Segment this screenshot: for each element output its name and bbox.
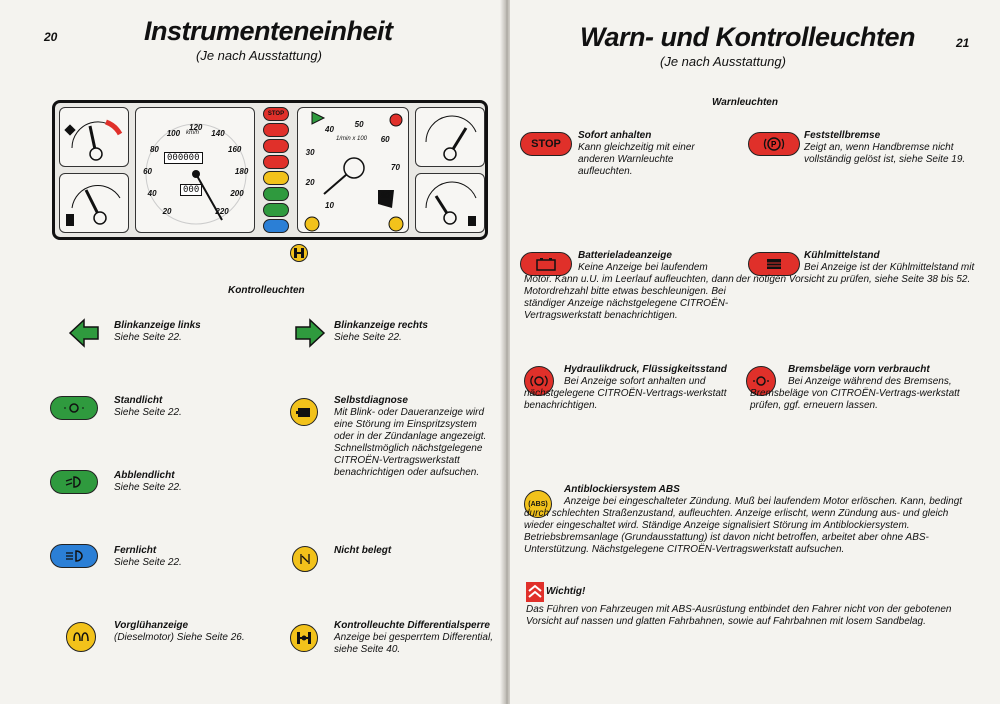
wl-highbeam — [263, 219, 289, 233]
item-text: (Dieselmotor) Siehe Seite 26. — [114, 632, 245, 643]
dial-tick-label: 220 — [215, 206, 229, 216]
wl-sidelight — [263, 187, 289, 201]
item-nicht-belegt — [334, 545, 484, 557]
section-warnleuchten: Warnleuchten — [712, 97, 778, 108]
odometer: 000000 — [164, 152, 203, 164]
item-text: Bei Anzeige während des Bremsens, Bremsbeläge von CITROËN-Vertrags-werkstatt prüfen, ggf. erneuern lassen. — [750, 376, 960, 411]
wl-lowbeam — [263, 203, 289, 217]
dial-tick-label: 50 — [354, 119, 364, 129]
wl-coolant — [263, 155, 289, 169]
item-text: Zeigt an, wenn Handbremse nicht vollständig gelöst ist, siehe Seite 19. — [804, 142, 966, 165]
item-kuehlmittelstand — [736, 250, 986, 286]
item-head: Bremsbeläge vorn verbraucht — [788, 364, 930, 375]
diff-lock-symbol — [296, 631, 312, 645]
wl-stop: STOP — [263, 107, 289, 121]
dial-tick-label: 80 — [380, 191, 390, 201]
item-head: Hydraulikdruck, Flüssigkeitsstand — [564, 364, 727, 375]
highbeam-symbol — [64, 549, 84, 563]
oil-temp-gauge — [415, 107, 485, 167]
dial-tick-label: 70 — [391, 163, 400, 172]
tachometer — [297, 107, 409, 233]
lowbeam-icon — [50, 470, 98, 494]
wl-battery — [263, 139, 289, 153]
differential-lock-indicator — [290, 244, 308, 262]
preheat-icon — [66, 622, 96, 652]
fuel-gauge — [59, 107, 129, 167]
page-subtitle-left: (Je nach Ausstattung) — [196, 48, 322, 63]
item-head: Batterieladeanzeige — [578, 250, 672, 261]
trip-meter: 000 — [180, 184, 202, 196]
item-text: Bei Anzeige sofort anhalten und nächstgelegene CITROËN-Vertrags-werkstatt benachrichtigen. — [524, 376, 727, 411]
item-text: Siehe Seite 22. — [114, 332, 182, 343]
item-differentialsperre — [334, 620, 499, 656]
dial-tick-label: 30 — [305, 147, 315, 157]
item-blink-right — [334, 320, 484, 344]
dial-tick-label: 80 — [149, 144, 159, 154]
item-text: Anzeige bei gesperrtem Differential, siehe Seite 40. — [334, 632, 493, 655]
speedometer — [135, 107, 255, 233]
item-hydraulikdruck — [524, 364, 744, 412]
rpm-unit: 1/min x 100 — [336, 136, 368, 142]
section-kontrolleuchten: Kontrolleuchten — [228, 285, 305, 296]
item-head: Selbstdiagnose — [334, 395, 408, 406]
page-number-left: 20 — [44, 30, 58, 44]
dial-tick-label: 60 — [143, 166, 152, 176]
item-text: Siehe Seite 22. — [334, 332, 402, 343]
oil-temp-gauge-dial — [416, 108, 486, 168]
engine-symbol — [296, 405, 312, 419]
instrument-panel — [52, 100, 488, 240]
diff-lock-icon — [290, 624, 318, 652]
item-abblendlicht — [114, 470, 264, 494]
item-text: Siehe Seite 22. — [114, 557, 182, 568]
item-head: Fernlicht — [114, 545, 157, 556]
item-fernlicht — [114, 545, 264, 569]
item-head: Blinkanzeige rechts — [334, 320, 428, 331]
note-text: Das Führen von Fahrzeugen mit ABS-Ausrüstung entbindet den Fahrer nicht von der gebotenen Vorsicht auf nassen und glatten Fahrbahnen, sowie auf Fahrbahnen mit losem Sandbelag. — [526, 604, 952, 627]
dial-tick-label: 160 — [228, 144, 242, 154]
dial-tick-label: 10 — [325, 201, 334, 211]
item-text: Anzeige bei eingeschalteter Zündung. Muß bei laufendem Motor erlöschen. Kann, bedingt durch schlechten Straßenzustand, aufleuchten. Anzeige erlischt, wenn Zündung aus- und gleich wieder eingeschaltet wird. Ständige Anzeige signalisiert Störung im Antiblockiersystem. Betriebsbremsanlage (Grundausstattung) ist davon nicht betroffen, arbeitet aber ohne ABS-Unterstützung. Nächstgelegene CITROËN-Vertragswerkstatt aufsuchen. — [524, 496, 963, 555]
item-head: Abblendlicht — [114, 470, 175, 481]
right-page — [510, 0, 1000, 704]
sidelight-symbol — [64, 401, 84, 415]
oil-pressure-gauge — [415, 173, 485, 233]
differential-icon — [293, 247, 305, 259]
parking-brake-icon — [748, 132, 800, 156]
page-title-left: Instrumenteneinheit — [144, 16, 393, 46]
item-text: Kann gleichzeitig mit einer anderen Warnleuchte aufleuchten. — [578, 142, 695, 177]
item-head: Nicht belegt — [334, 545, 392, 556]
item-batterieladeanzeige — [524, 250, 734, 322]
dial-tick-label: 40 — [325, 124, 334, 134]
unused-light-icon — [292, 546, 318, 572]
warning-light-column — [261, 107, 291, 233]
item-text: Keine Anzeige bei laufendem Motor. Kann u.U. im Leerlauf aufleuchten, dann Motordrehzahl bitte etwas beschleunigen. Bei ständiger Anzeige nächstgelegene CITROËN-Vertragswerkstatt benachrichtigen. — [524, 262, 734, 321]
page-number-right: 21 — [956, 36, 970, 50]
page-title-right: Warn- und Kontrolleuchten — [580, 22, 915, 52]
item-head: Kühlmittelstand — [804, 250, 880, 261]
highbeam-icon — [50, 544, 98, 568]
citroen-warning-icon — [526, 582, 544, 602]
unused-symbol — [299, 553, 311, 565]
item-text: Bei Anzeige ist der Kühlmittelstand mit der nötigen Vorsicht zu prüfen, siehe Seite 38 bis 52. — [736, 262, 975, 285]
item-feststellbremse — [804, 130, 984, 166]
sidelight-icon — [50, 396, 98, 420]
dial-tick-label: 200 — [230, 189, 244, 199]
item-bremsbelaege — [750, 364, 980, 412]
engine-diagnosis-icon — [290, 398, 318, 426]
fuel-gauge-dial — [60, 108, 130, 168]
item-head: Blinkanzeige links — [114, 320, 201, 331]
item-head: Standlicht — [114, 395, 163, 406]
dial-tick-label: 180 — [234, 166, 249, 176]
dial-tick-label: 120 — [189, 123, 203, 132]
dial-tick-label: 20 — [162, 206, 172, 216]
arrow-left-green-icon — [68, 318, 100, 348]
temp-gauge — [59, 173, 129, 233]
item-text: Siehe Seite 22. — [114, 482, 182, 493]
item-vorgluehanzeige — [114, 620, 264, 644]
dial-tick-label: 40 — [147, 189, 157, 199]
dial-tick-label: 60 — [380, 134, 390, 144]
wl-preheat — [263, 171, 289, 185]
oil-pressure-gauge-dial — [416, 174, 486, 234]
item-blink-left — [114, 320, 264, 344]
item-sofort-anhalten — [578, 130, 718, 178]
temp-gauge-dial — [60, 174, 130, 234]
dial-tick-label: 100 — [166, 128, 181, 138]
stop-icon: STOP — [520, 132, 572, 156]
item-head: Vorglühanzeige — [114, 620, 189, 631]
item-head: Sofort anhalten — [578, 130, 652, 141]
dial-tick-label: 140 — [211, 128, 225, 138]
abs-icon: (ABS) — [524, 490, 552, 518]
item-sidelight — [114, 395, 264, 419]
item-head: Kontrolleuchte Differentialsperre — [334, 620, 490, 631]
arrow-right-green-icon — [294, 318, 326, 348]
item-head: Antiblockiersystem ABS — [564, 484, 680, 495]
wl-handbrake — [263, 123, 289, 137]
speed-unit: km/h — [186, 130, 200, 136]
lowbeam-symbol — [64, 475, 84, 489]
page-subtitle-right: (Je nach Ausstattung) — [660, 54, 786, 69]
glowplug-symbol — [72, 631, 90, 643]
item-text: Mit Blink- oder Daueranzeige wird eine Störung im Einspritzsystem oder in der Zündanlage angezeigt. Schnellstmöglich nächstgelegene CITROËN-Vertragswerkstatt benachrichtigen oder aufsuchen. — [334, 407, 487, 478]
note-heading: Wichtig! — [546, 586, 586, 597]
item-selbstdiagnose — [334, 395, 494, 479]
item-head: Feststellbremse — [804, 130, 881, 141]
handbrake-symbol — [763, 136, 785, 152]
svg-text:P: P — [771, 140, 777, 149]
item-text: Siehe Seite 22. — [114, 407, 182, 418]
dial-tick-label: 20 — [305, 178, 315, 188]
item-abs — [524, 484, 964, 556]
